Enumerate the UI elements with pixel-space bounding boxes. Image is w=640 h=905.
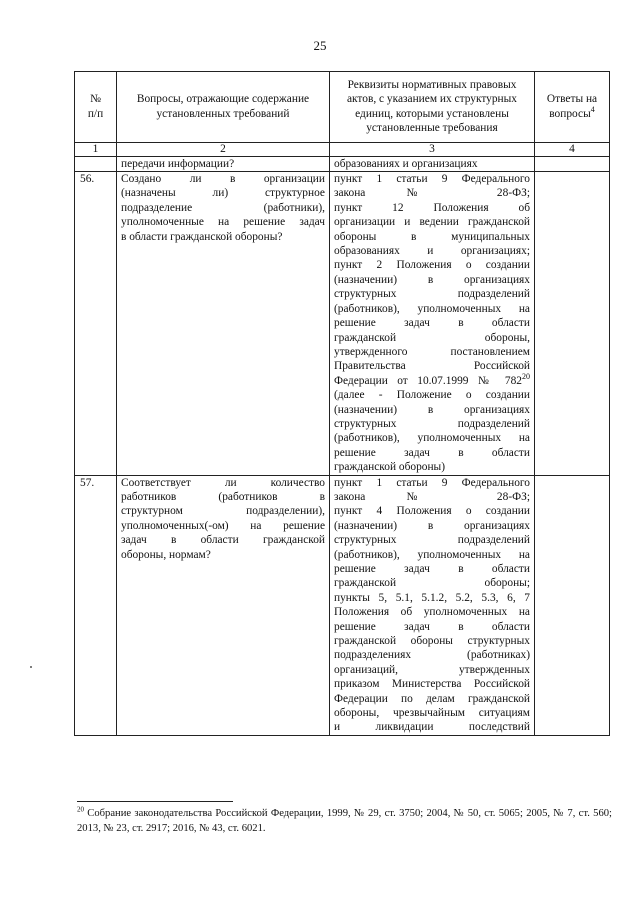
requisites-line: Положения об уполномоченных на: [334, 606, 530, 619]
column-number: 3: [330, 142, 535, 156]
requisites-line: пункт 4 Положения о создании: [334, 505, 530, 518]
column-number: 4: [535, 142, 610, 156]
requisites-line: решение задач в области: [334, 620, 530, 633]
footnote-ref: 20: [522, 371, 530, 381]
requisites-line: решение задач в области: [334, 563, 530, 575]
requisites-line: структурных подразделений: [334, 534, 530, 547]
column-number: 2: [117, 142, 330, 156]
question-line: Соответствует ли количество: [121, 476, 325, 489]
requisites-line: обороны, чрезвычайным ситуациям: [334, 707, 530, 720]
requisites-line: утвержденного постановлением: [334, 345, 530, 358]
answer-cell[interactable]: [535, 475, 610, 735]
requisites-line: приказом Министерства Российской: [334, 678, 530, 691]
header-question: Вопросы, отражающие содержание установленных требований: [117, 72, 330, 143]
requisites-line: (назначении) в организациях: [334, 273, 530, 286]
question-line: уполномоченных(-ом) на решение: [121, 519, 325, 532]
question-line: подразделение (работники),: [121, 201, 325, 214]
requisites-line: пункт 1 статьи 9 Федерального: [334, 173, 530, 186]
table-row: [75, 475, 610, 735]
requisites-line: гражданской обороны,: [334, 331, 530, 344]
row-number: 56.: [75, 172, 117, 476]
requisites-line: (работников), уполномоченных на: [334, 432, 530, 445]
requisites-line: закона № 28-ФЗ;: [334, 490, 530, 503]
requisites-cell: [330, 475, 535, 735]
continuation-question: передачи информации?: [117, 156, 330, 171]
table-row: [75, 172, 610, 476]
requisites-line: и ликвидации последствий: [334, 721, 530, 734]
requirements-table: [74, 71, 610, 736]
question-cell: [117, 172, 330, 476]
question-line: (назначены ли) структурное: [121, 187, 325, 200]
continuation-num: [75, 156, 117, 171]
requisites-line: гражданской обороны;: [334, 577, 530, 590]
requisites-line: структурных подразделений: [334, 288, 530, 301]
question-line: задач в области гражданской: [121, 534, 325, 547]
continuation-row: [75, 156, 610, 171]
requisites-line: гражданской обороны): [334, 461, 446, 474]
requisites-line: решение задач в области: [334, 446, 530, 459]
header-answers-label: Ответы на вопросы: [546, 93, 598, 120]
scan-speck: [30, 666, 32, 668]
header-requisites: Реквизиты нормативных правовых актов, с указанием их структурных единиц, которыми установлены установленные требования: [330, 72, 535, 143]
column-number-row: [75, 142, 610, 156]
requisites-line: организаций, утвержденных: [334, 663, 530, 676]
footnote: [77, 806, 612, 836]
requisites-line: Федерации по делам гражданской: [334, 692, 530, 705]
requisites-line: гражданской обороны структурных: [334, 635, 530, 648]
requisites-line: структурных подразделений: [334, 417, 530, 430]
requisites-line: образованиях и организациях;: [334, 245, 530, 258]
requisites-line: решение задач в области: [334, 317, 530, 330]
requisites-cell: [330, 172, 535, 476]
requisites-line: пункт 2 Положения о создании: [334, 259, 530, 272]
page-number: 25: [313, 38, 327, 53]
requisites-line: [334, 371, 530, 388]
requisites-line: (назначении) в организациях: [334, 403, 530, 416]
question-line: обороны, нормам?: [121, 548, 211, 561]
question-line: в области гражданской обороны?: [121, 230, 283, 243]
row-number: 57.: [75, 475, 117, 735]
requisites-line: подразделениях (работниках): [334, 649, 530, 662]
requisites-line: закона № 28-ФЗ;: [334, 187, 530, 200]
requisites-line: (работников), уполномоченных на: [334, 548, 530, 561]
requisites-line: обороны в муниципальных: [334, 230, 530, 243]
footnote-separator: [77, 801, 233, 802]
question-line: Создано ли в организации: [121, 173, 325, 186]
column-number: 1: [75, 142, 117, 156]
question-cell: [117, 475, 330, 735]
requisites-line: Правительства Российской: [334, 360, 530, 373]
header-row: [75, 72, 610, 143]
footnote-text: Собрание законодательства Российской Федерации, 1999, № 29, ст. 3750; 2004, № 50, ст. 5065; 2005, № 7, ст. 560; 2013, № 23, ст. 2917; 2016, № 43, ст. 6021.: [77, 808, 612, 834]
header-answers: [535, 72, 610, 143]
requisites-line: (далее - Положение о создании: [334, 389, 530, 402]
footnote-marker: 20: [77, 805, 84, 814]
question-line: структурном подразделении),: [121, 505, 325, 518]
requisites-line-text: Федерации от 10.07.1999 № 782: [334, 374, 522, 387]
requisites-line: пункты 5, 5.1, 5.1.2, 5.2, 5.3, 6, 7: [334, 591, 530, 604]
question-line: работников (работников в: [121, 490, 325, 503]
requisites-line: пункт 12 Положения об: [334, 201, 530, 214]
continuation-answer: [535, 156, 610, 171]
requisites-line: (назначении) в организациях: [334, 519, 530, 532]
header-answers-footnote-ref: 4: [590, 105, 595, 115]
question-line: уполномоченные на решение задач: [121, 216, 325, 229]
answer-cell[interactable]: [535, 172, 610, 476]
header-num: № п/п: [75, 72, 117, 143]
requisites-line: пункт 1 статьи 9 Федерального: [334, 476, 530, 489]
continuation-requisites: образованиях и организациях: [330, 156, 535, 171]
requisites-line: (работников), уполномоченных на: [334, 302, 530, 315]
requisites-line: организации и ведении гражданской: [334, 216, 530, 229]
